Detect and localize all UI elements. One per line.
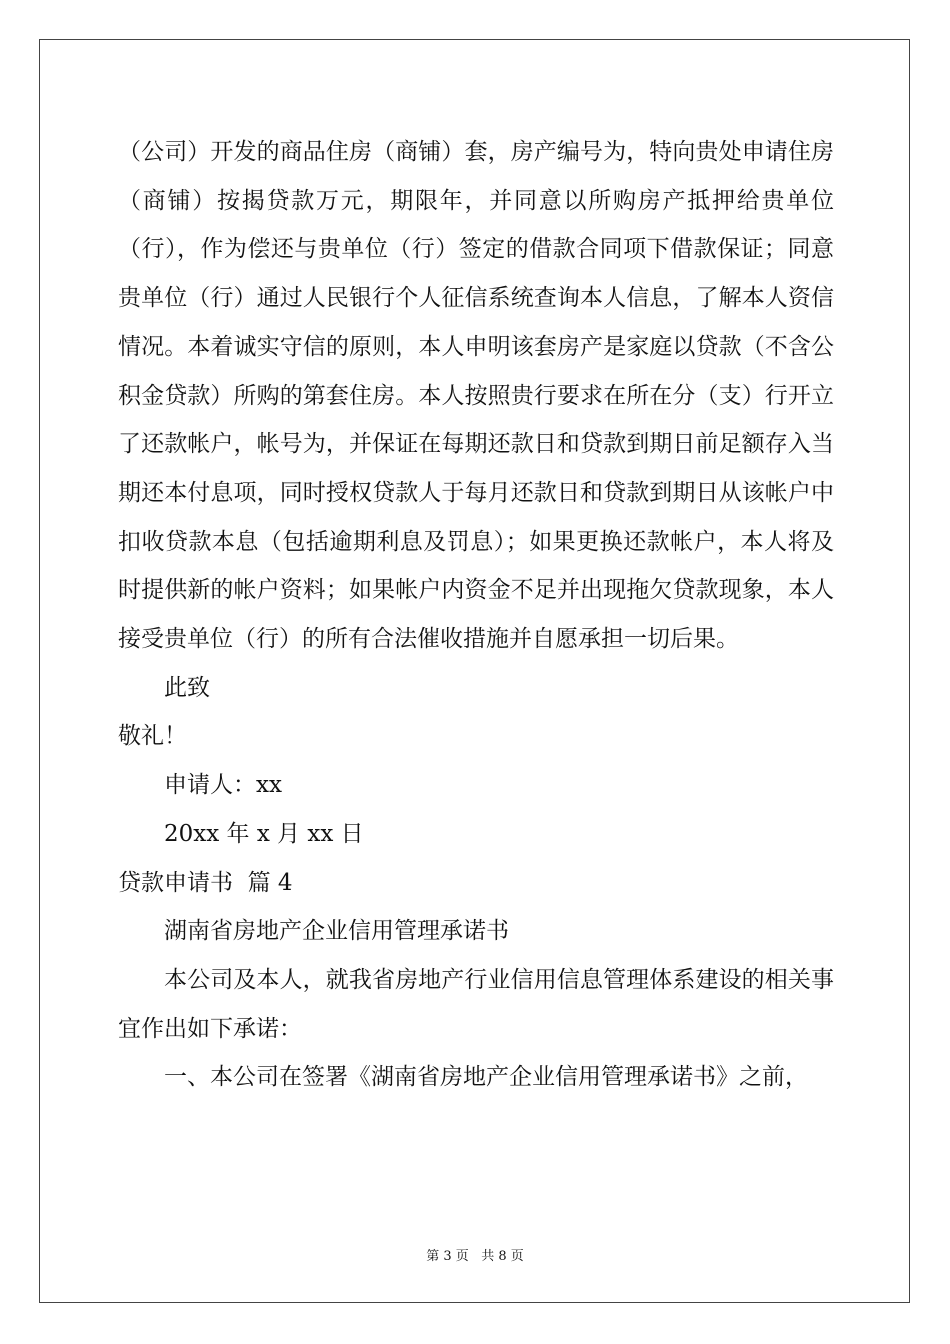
closing-salutation: 此致 bbox=[164, 674, 210, 701]
page-total: 共 8 页 bbox=[481, 1249, 524, 1264]
closing-regards: 敬礼！ bbox=[118, 723, 187, 750]
date-line: 20xx 年 x 月 xx 日 bbox=[164, 820, 364, 847]
page-number: 第 3 页 bbox=[426, 1249, 469, 1264]
commitment-intro-paragraph: 本公司及本人，就我省房地产行业信用信息管理体系建设的相关事宜作出如下承诺： bbox=[118, 966, 834, 1042]
commitment-title: 湖南省房地产企业信用管理承诺书 bbox=[164, 918, 509, 945]
applicant-line: 申请人：xx bbox=[164, 772, 282, 799]
commitment-item-1: 一、本公司在签署《湖南省房地产企业信用管理承诺书》之前， bbox=[164, 1064, 808, 1091]
document-body bbox=[118, 128, 834, 1102]
section-heading: 贷款申请书 篇 4 bbox=[118, 869, 293, 896]
body-paragraph-loan-terms: （公司）开发的商品住房（商铺）套，房产编号为，特向贵处申请住房（商铺）按揭贷款万元，期限年，并同意以所购房产抵押给贵单位（行），作为偿还与贵单位（行）签定的借款合同项下借款保证；同意贵单位（行）通过人民银行个人征信系统查询本人信息，了解本人资信情况。本着诚实守信的原则，本人申明该套房产是家庭以贷款（不含公积金贷款）所购的第套住房。本人按照贵行要求在所在分（支）行开立了还款帐户，帐号为，并保证在每期还款日和贷款到期日前足额存入当期还本付息项，同时授权贷款人于每月还款日和贷款到期日从该帐户中扣收贷款本息（包括逾期利息及罚息）；如果更换还款帐户，本人将及时提供新的帐户资料；如果帐户内资金不足并出现拖欠贷款现象，本人接受贵单位（行）的所有合法催收措施并自愿承担一切后果。 bbox=[118, 139, 834, 653]
page-footer bbox=[0, 1248, 950, 1266]
